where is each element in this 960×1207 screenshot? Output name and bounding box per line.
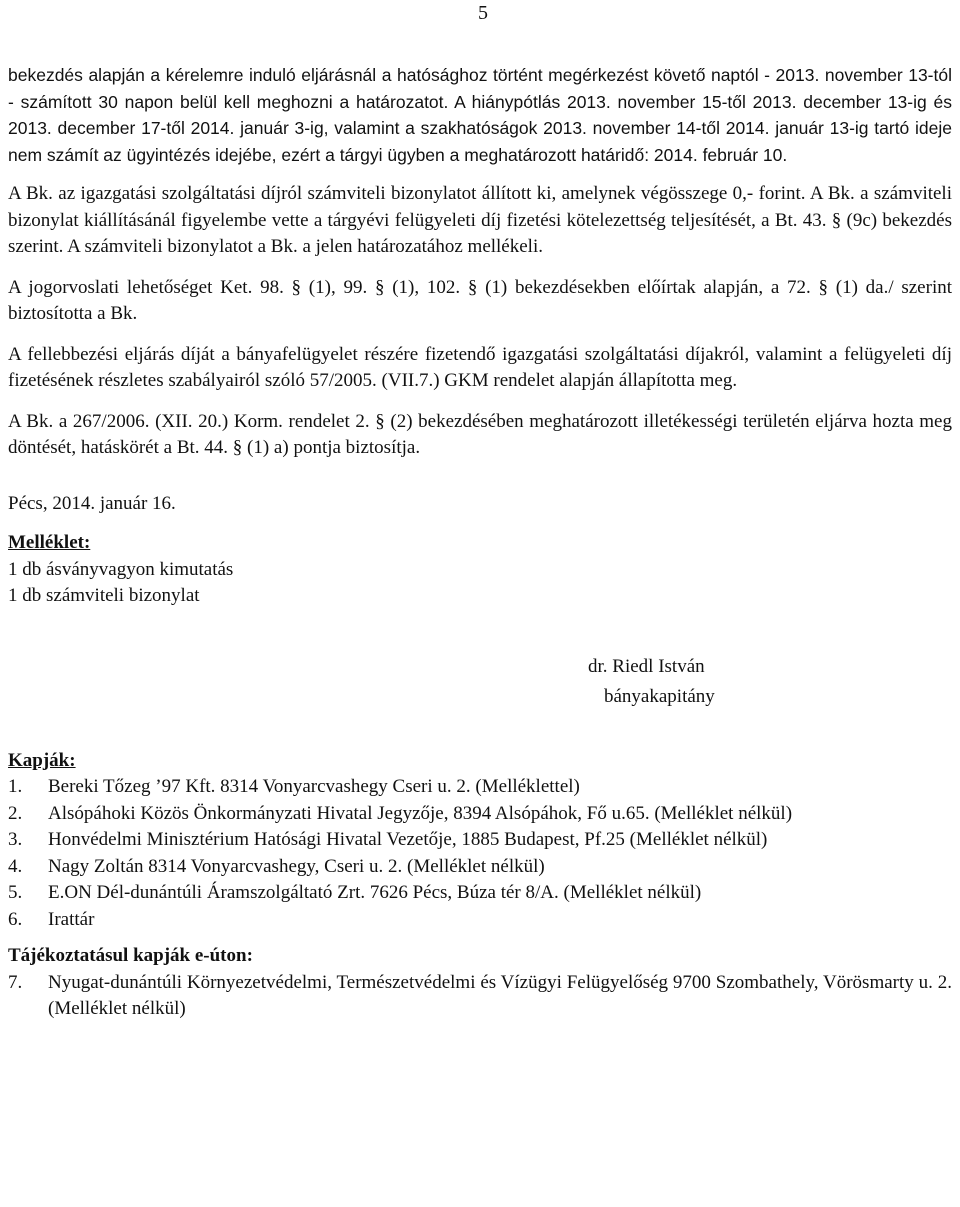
list-item bbox=[8, 880, 952, 907]
paragraph-legal-remedy: A jogorvoslati lehetőséget Ket. 98. § (1), 99. § (1), 102. § (1) bekezdésekben előírtak alapján, a 72. § (1) da./ szerint biztosította a Bk. bbox=[8, 276, 952, 324]
recipients-heading: Kapják: bbox=[8, 749, 76, 771]
list-item bbox=[8, 854, 952, 881]
list-item-number: 5. bbox=[8, 882, 23, 903]
attachment-item: 1 db számviteli bizonylat bbox=[8, 585, 200, 606]
list-item bbox=[8, 774, 952, 801]
info-recipients-section bbox=[8, 943, 952, 1023]
list-item bbox=[8, 970, 952, 1023]
recipients-list bbox=[8, 774, 952, 933]
attachment-item: 1 db ásványvagyon kimutatás bbox=[8, 558, 234, 580]
list-item-text: E.ON Dél-dunántúli Áramszolgáltató Zrt. 7626 Pécs, Búza tér 8/A. (Melléklet nélkül) bbox=[48, 882, 702, 903]
place-date: Pécs, 2014. január 16. bbox=[8, 492, 176, 514]
signature-block bbox=[588, 652, 952, 712]
paragraph-appeal-fee: A fellebbezési eljárás díját a bányafelügyelet részére fizetendő igazgatási szolgáltatási díjakról, valamint a felügyeleti díj fizetésének részletes szabályairól szóló 57/2005. (VII.7.) GKM rendelet alapján állapította meg. bbox=[8, 343, 952, 391]
list-item-text: Bereki Tőzeg ’97 Kft. 8314 Vonyarcvashegy Cseri u. 2. (Melléklettel) bbox=[48, 776, 580, 797]
list-item-text: Nyugat-dunántúli Környezetvédelmi, Természetvédelmi és Vízügyi Felügyelőség 9700 Szombathely, Vörösmarty u. 2. (Melléklet nélkül) bbox=[48, 971, 952, 1019]
list-item-text: Honvédelmi Minisztérium Hatósági Hivatal Vezetője, 1885 Budapest, Pf.25 (Melléklet nélkül) bbox=[48, 829, 768, 850]
list-item-number: 1. bbox=[8, 776, 23, 797]
recipients-section bbox=[8, 748, 952, 934]
list-item bbox=[8, 907, 952, 934]
list-item-number: 3. bbox=[8, 829, 23, 850]
signatory-name: dr. Riedl István bbox=[588, 655, 705, 677]
list-item bbox=[8, 827, 952, 854]
document-body bbox=[8, 62, 952, 1023]
attachment-heading: Melléklet: bbox=[8, 532, 91, 553]
list-item-text: Alsópáhoki Közös Önkormányzati Hivatal Jegyzője, 8394 Alsópáhok, Fő u.65. (Melléklet nélkül) bbox=[48, 802, 793, 824]
info-recipients-heading: Tájékoztatásul kapják e-úton: bbox=[8, 945, 253, 966]
paragraph-fee-document: A Bk. az igazgatási szolgáltatási díjról számviteli bizonylatot állított ki, amelynek végösszege 0,- forint. A Bk. a számviteli bizonylat kiállításánál figyelembe vette a tárgyévi felügyeleti díj fizetési kötelezettség teljesítését, a Bt. 43. § (9c) bekezdés szerint. A számviteli bizonylatot a Bk. a jelen határozatához mellékeli. bbox=[8, 183, 952, 257]
list-item-text: Irattár bbox=[48, 908, 95, 930]
page-number: 5 bbox=[478, 2, 488, 24]
list-item-number: 6. bbox=[8, 908, 23, 930]
list-item bbox=[8, 801, 952, 828]
info-recipients-list bbox=[8, 970, 952, 1023]
list-item-number: 4. bbox=[8, 855, 23, 877]
paragraph-deadline: bekezdés alapján a kérelemre induló eljárásnál a hatósághoz történt megérkezést követő naptól - 2013. november 13-tól - számított 30 napon belül kell meghozni a határozatot. A hiánypótlás 2013. november 15-től 2013. december 13-ig és 2013. december 17-től 2014. január 3-ig, valamint a szakhatóságok 2013. november 14-től 2014. január 13-ig tartó ideje nem számít az ügyintézés idejébe, ezért a tárgyi ügyben a meghatározott határidő: 2014. február 10. bbox=[8, 65, 952, 165]
attachment-section bbox=[8, 530, 952, 610]
list-item-number: 7. bbox=[8, 971, 23, 993]
list-item-number: 2. bbox=[8, 802, 23, 824]
paragraph-jurisdiction: A Bk. a 267/2006. (XII. 20.) Korm. rendelet 2. § (2) bekezdésében meghatározott illetékességi területén eljárva hozta meg döntését, hatáskörét a Bt. 44. § (1) a) pontja biztosítja. bbox=[8, 410, 952, 458]
signatory-title: bányakapitány bbox=[604, 685, 715, 707]
list-item-text: Nagy Zoltán 8314 Vonyarcvashegy, Cseri u. 2. (Melléklet nélkül) bbox=[48, 855, 545, 877]
